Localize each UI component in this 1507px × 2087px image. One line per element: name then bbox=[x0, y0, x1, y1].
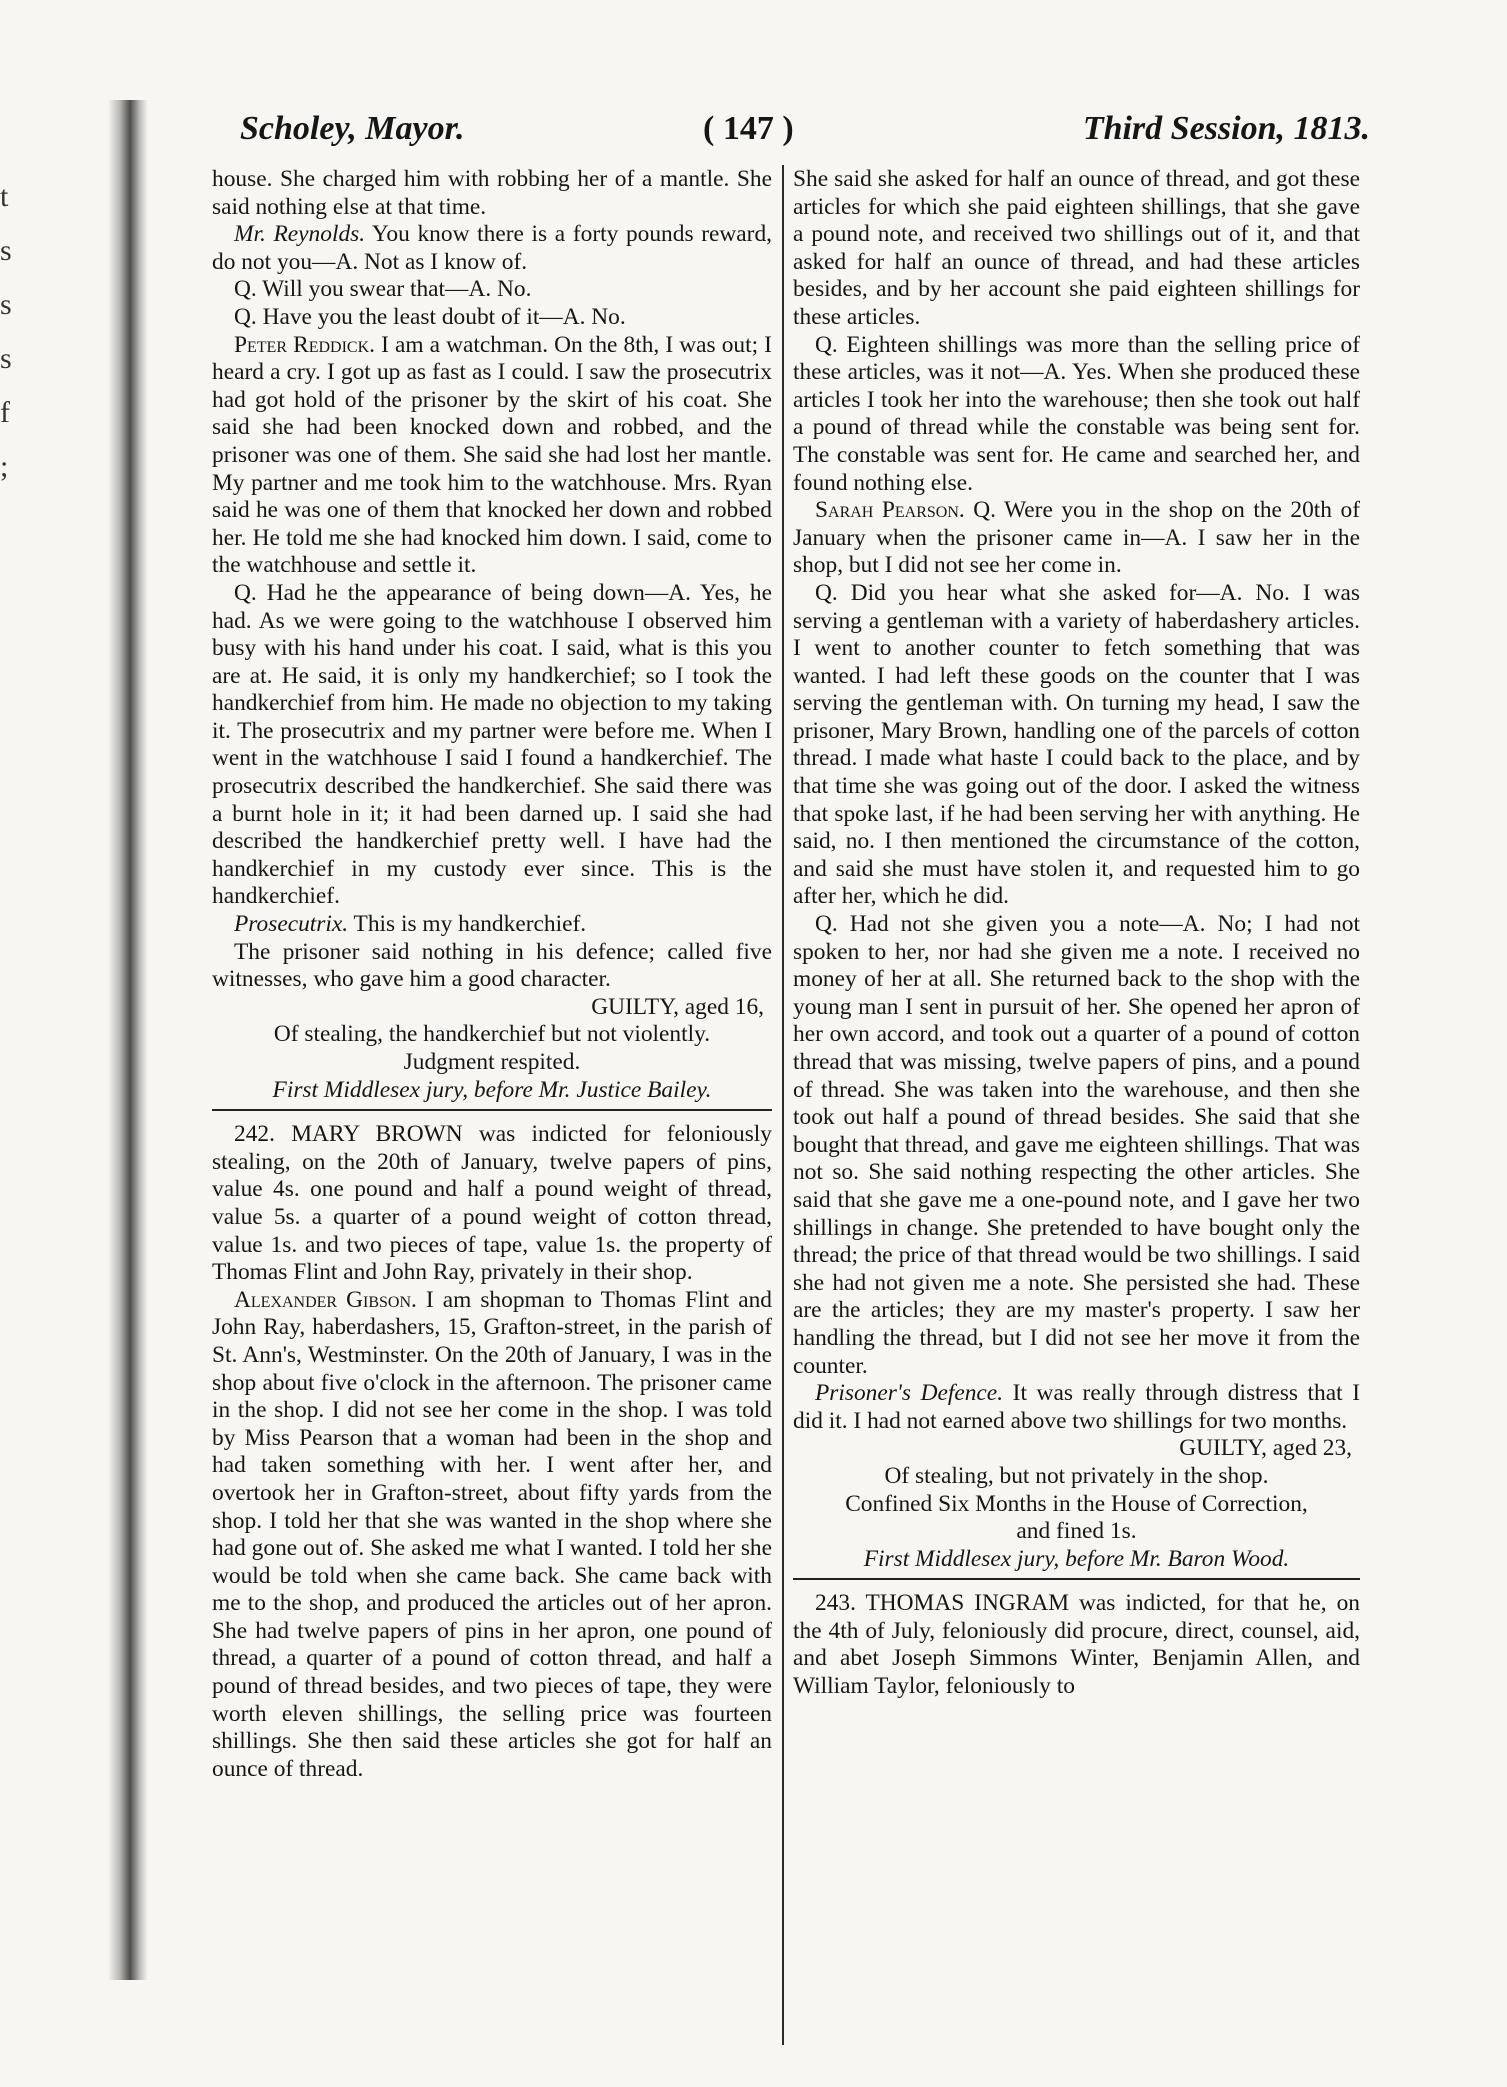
speaker: Mr. Reynolds. bbox=[234, 221, 366, 248]
jury-note: First Middlesex jury, before Mr. Baron Wood. bbox=[863, 1545, 1290, 1572]
speaker: Prisoner's Defence. bbox=[815, 1380, 1004, 1407]
paragraph: Q. Had not she given you a note—A. No; I had not spoken to her, nor had she given me a note. I received no money of her at all. She returned back to the shop with the young man I sent in pursuit of her. She opened her apron of her own accord, and took out a quarter of a pound of cotton thread that was missing, twelve papers of pins, and a pound of thread. She was taken into the warehouse, and then she took out half a pound of thread besides. She said that she bought that thread, and gave me eighteen shillings. That was not so. She said nothing respecting the other articles. She said that she gave me a one-pound note, and I gave her two shillings in change. She pretended to have bought only the thread; the price of that thread would be two shillings. I said she had not given me a note. She persisted she had. These are the articles; they are my master's property. I saw her handling the thread, but I did not see her move it from the counter. bbox=[793, 911, 1360, 1379]
paragraph: Q. Will you swear that—A. No. bbox=[234, 276, 532, 303]
paragraph: She said she asked for half an ounce of thread, and got these articles for which she paid eighteen shillings, that she gave a pound note, and received two shillings out of it, and that asked for half an ounce of thread, and had these articles besides, and by her account she paid eighteen shillings for these articles. bbox=[793, 166, 1360, 330]
case-separator bbox=[793, 1578, 1360, 1580]
header-left: Scholey, Mayor. bbox=[240, 110, 465, 147]
testimony: You know there is a forty pounds reward, do not you—A. Not as I know of. bbox=[212, 221, 772, 275]
paragraph: Q. Did you hear what she asked for—A. No. I was serving a gentleman with a variety of haberdashery articles. I went to another counter to fetch something that was wanted. I had left these goods on the counter that I was serving the gentleman with. On turning my head, I saw the prisoner, Mary Brown, handling one of the parcels of cotton thread. I made what haste I could back to the place, and by that time she was going out of the door. I asked the witness that spoke last, if he had been serving her with anything. He said, no. I then mentioned the circumstance of the cotton, and said she must have stolen it, and requested him to go after her, which he did. bbox=[793, 579, 1360, 910]
testimony: This is my handkerchief. bbox=[348, 911, 587, 938]
sentence: and fined 1s. bbox=[1016, 1518, 1137, 1545]
speaker: Prosecutrix. bbox=[234, 911, 349, 938]
testimony: It was really through distress that I did it. I had not earned above two shillings for two months. bbox=[793, 1380, 1360, 1434]
testimony: Q. Were you in the shop on the 20th of January when the prisoner came in—A. I saw her in the shop, but I did not see her come in. bbox=[793, 497, 1360, 579]
paragraph bbox=[212, 221, 772, 276]
left-column bbox=[212, 166, 772, 2026]
sentence: Confined Six Months in the House of Correction, bbox=[845, 1490, 1308, 1517]
column-divider bbox=[782, 165, 784, 2045]
paragraph bbox=[212, 332, 772, 580]
sentence: Judgment respited. bbox=[403, 1049, 581, 1075]
jury-note: First Middlesex jury, before Mr. Justice Bailey. bbox=[272, 1076, 712, 1103]
paragraph: The prisoner said nothing in his defence; called five witnesses, who gave him a good character. bbox=[212, 938, 772, 993]
margin-marks bbox=[0, 170, 30, 494]
margin-mark: s bbox=[0, 288, 12, 321]
paragraph: house. She charged him with robbing her of a mantle. She said nothing else at that time. bbox=[212, 166, 772, 220]
speaker: Sarah Pearson. bbox=[815, 497, 965, 524]
paragraph bbox=[212, 911, 772, 939]
testimony: I am shopman to Thomas Flint and John Ray, haberdashers, 15, Grafton-street, in the parish of St. Ann's, Westminster. On the 20th of January, I was in the shop about five o'clock in the afternoon. The prisoner came in the shop. I did not see her come in the shop. I was told by Miss Pearson that a woman had been in the shop and had taken something with her. I went after her, and overtook her in Grafton-street, about fifty yards from the shop. I told her that she was wanted in the shop where she had gone out of. She asked me what I wanted. I told her she would be told when she came back. She came back with me to the shop, and produced the articles out of her apron. She had twelve papers of pins in her apron, one pound of thread, a quarter of a pound of cotton thread, and half a pound of thread besides, and two pieces of tape, they were worth eleven shillings, the selling price was fourteen shillings. She then said these articles she got for half an ounce of thread. bbox=[212, 1286, 772, 1782]
case-heading: 243. THOMAS INGRAM was indicted, for that he, on the 4th of July, feloniously did procure, direct, counsel, aid, and abet Joseph Simmons Winter, Benjamin Allen, and William Taylor, feloniously to bbox=[793, 1590, 1360, 1700]
verdict: GUILTY, aged 23, bbox=[1179, 1435, 1352, 1462]
paragraph: Q. Eighteen shillings was more than the selling price of these articles, was it not—A. Yes. When she produced these articles I took her into the warehouse; then she took out half a pound of thread while the constable was being sent for. The constable was sent for. He came and searched her, and found nothing else. bbox=[793, 331, 1360, 496]
margin-mark: s bbox=[0, 234, 12, 267]
speaker: Peter Reddick. bbox=[234, 331, 375, 358]
verdict-detail: Of stealing, the handkerchief but not violently. bbox=[273, 1021, 711, 1048]
header-right: Third Session, 1813. bbox=[1082, 110, 1370, 147]
margin-mark: ; bbox=[0, 450, 9, 483]
page-number: ( 147 ) bbox=[703, 110, 794, 147]
right-column bbox=[793, 166, 1360, 2026]
verdict-detail: Of stealing, but not privately in the shop. bbox=[884, 1462, 1269, 1489]
paragraph: Q. Had he the appearance of being down—A. Yes, he had. As we were going to the watchhouse I observed him busy with his hand under his coat. I said, what is this you are at. He said, it is only my handkerchief; so I took the handkerchief from him. He made no objection to my taking it. The prosecutrix and my partner were before me. When I went in the watchhouse I said I found a handkerchief. The prosecutrix described the handkerchief. She said there was a burnt hole in it; it had been darned up. I said she had described the handkerchief pretty well. I have had the handkerchief in my custody ever since. This is the handkerchief. bbox=[212, 579, 772, 910]
testimony: I am a watchman. On the 8th, I was out; I heard a cry. I got up as fast as I could. I saw the prosecutrix had got hold of the prisoner by the skirt of his coat. She said she had been knocked down and robbed, and the prisoner was one of them. She said she had lost her mantle. My partner and me took him to the watchhouse. Mrs. Ryan said he was one of them that knocked her down and robbed her. He told me she had knocked him down. I said, come to the watchhouse and settle it. bbox=[212, 331, 772, 579]
margin-mark: s bbox=[0, 342, 12, 375]
case-separator bbox=[212, 1109, 772, 1111]
margin-mark: f bbox=[0, 396, 10, 429]
case-heading: 242. MARY BROWN was indicted for feloniously stealing, on the 20th of January, twelve papers of pins, value 4s. one pound and half a pound weight of thread, value 5s. a quarter of a pound weight of cotton thread, value 1s. and two pieces of tape, value 1s. the property of Thomas Flint and John Ray, privately in their shop. bbox=[212, 1121, 772, 1286]
speaker: Alexander Gibson. bbox=[234, 1286, 417, 1313]
margin-mark: t bbox=[0, 180, 9, 213]
running-header bbox=[240, 110, 1370, 160]
verdict: GUILTY, aged 16, bbox=[591, 993, 764, 1020]
binding-shadow bbox=[108, 100, 148, 1980]
paragraph bbox=[212, 1287, 772, 1784]
paragraph: Q. Have you the least doubt of it—A. No. bbox=[234, 303, 626, 330]
paragraph bbox=[793, 1380, 1360, 1435]
paragraph bbox=[793, 497, 1360, 580]
